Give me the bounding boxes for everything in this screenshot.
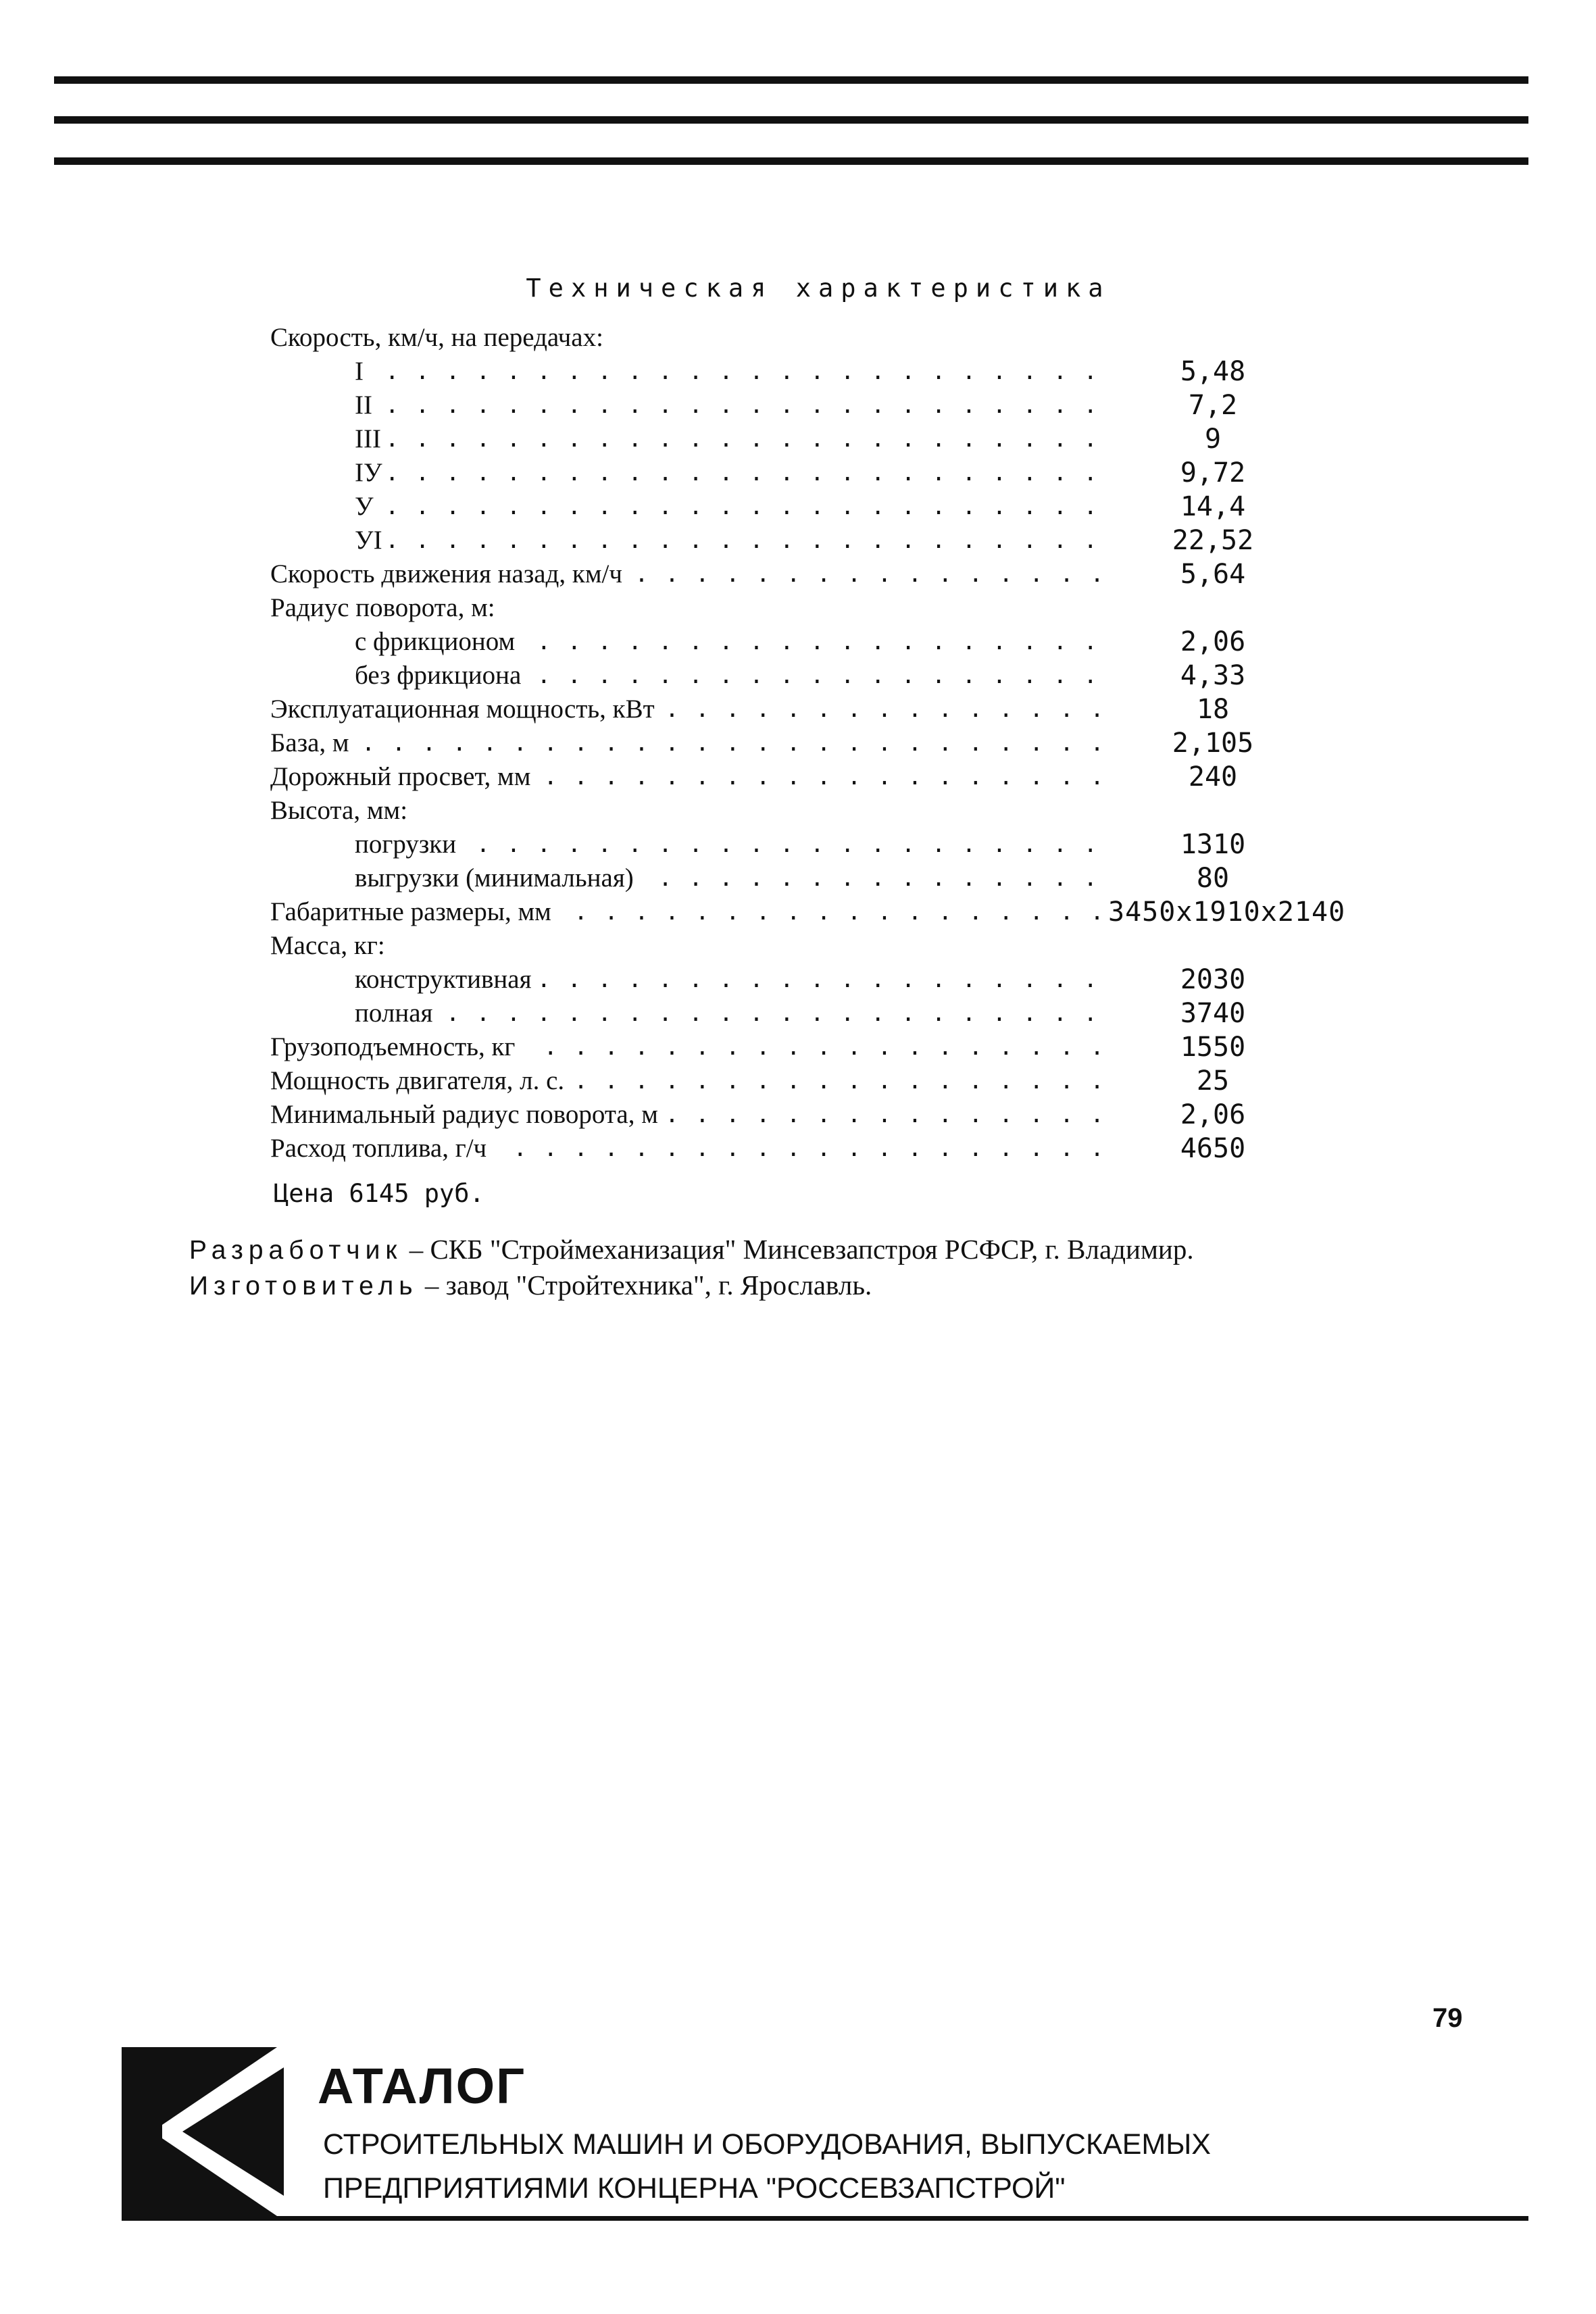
spec-row-label-text: выгрузки (минимальная) [355,863,641,892]
spec-row-label [355,422,1112,456]
spec-row-value: 80 [1196,863,1230,894]
spec-row-label-text: Эксплуатационная мощность, кВт [270,695,662,724]
catalog-logo [122,2047,284,2216]
developer-text: – СКБ "Строймеханизация" Минсевзапстроя РСФСР, г. Владимир. [402,1234,1194,1265]
spec-row [270,895,1432,929]
spec-row-label [270,726,1112,760]
spec-row [270,659,1432,693]
spec-row-value: 3450x1910x2140 [1108,897,1346,928]
spec-row [270,524,1432,557]
spec-row-label [355,828,1112,861]
spec-row-label-text: погрузки [355,830,463,859]
spec-row-label-text: Высота, мм: [270,796,414,825]
spec-row-label-text: II [355,391,379,420]
spec-row-label-text: с фрикционом [355,627,522,656]
catalog-logo-letter-k-icon [122,2047,284,2216]
spec-row-label [355,625,1112,659]
manufacturer-role: Изготовитель [189,1272,418,1301]
spec-row-value: 9 [1204,424,1222,455]
spec-row [270,794,1432,828]
spec-row [270,422,1432,456]
spec-row-label [270,760,1112,794]
spec-row-value: 5,64 [1180,559,1246,590]
spec-row [270,997,1432,1030]
spec-row-label [270,929,1112,963]
spec-row-label-text: Расход топлива, г/ч [270,1134,493,1163]
header-rule-bottom [54,157,1528,165]
spec-row [270,1132,1432,1165]
spec-row [270,321,1432,355]
spec-row-value: 2030 [1180,964,1246,995]
spec-row-label-text: III [355,424,388,453]
spec-row-label-text: IУ [355,458,389,487]
spec-row-label [270,321,1112,355]
manufacturer-text: – завод "Стройтехника", г. Ярославль. [418,1269,872,1301]
spec-row-label [355,456,1112,490]
spec-row-label-text: База, м [270,728,356,757]
price: Цена 6145 руб. [274,1179,484,1208]
spec-row-label [270,591,1112,625]
spec-row-value: 2,105 [1172,728,1254,759]
spec-row-value: 1550 [1180,1032,1246,1063]
developer-role: Разработчик [189,1236,403,1265]
spec-row-label-text: Скорость движения назад, км/ч [270,559,629,588]
spec-row-label-text: полная [355,999,439,1028]
spec-row-label [355,659,1112,693]
spec-row [270,963,1432,997]
spec-row-value: 5,48 [1180,356,1246,387]
spec-row-label [270,1132,1112,1165]
spec-row-value: 14,4 [1180,491,1246,522]
spec-list [270,321,1432,1165]
spec-row-label [270,1030,1112,1064]
page-number: 79 [1432,2003,1463,2033]
manufacturer-line [189,1269,1527,1301]
spec-row [270,490,1432,524]
spec-row [270,355,1432,388]
spec-title: Техническая характеристика [526,274,1111,303]
spec-row [270,726,1432,760]
catalog-subtitle-line2: ПРЕДПРИЯТИЯМИ КОНЦЕРНА "РОССЕВЗАПСТРОЙ" [323,2172,1066,2205]
spec-row-value: 4,33 [1180,660,1246,691]
spec-row-value: 1310 [1180,829,1246,860]
spec-row [270,388,1432,422]
spec-row-label [270,693,1112,726]
spec-row [270,693,1432,726]
spec-row-label-text: У [355,492,380,521]
spec-row-label-text: конструктивная [355,965,539,994]
spec-row [270,591,1432,625]
catalog-subtitle-line1: СТРОИТЕЛЬНЫХ МАШИН И ОБОРУДОВАНИЯ, ВЫПУСКАЕМЫХ [323,2128,1211,2161]
spec-row-label-text: Радиус поворота, м: [270,593,502,622]
spec-row-label [270,1064,1112,1098]
spec-row-value: 2,06 [1180,1099,1246,1130]
header-rule-top [54,76,1528,84]
spec-row-label [270,557,1112,591]
spec-row-label [355,490,1112,524]
footer-rule [122,2216,1528,2221]
spec-row [270,760,1432,794]
spec-row-value: 240 [1188,761,1238,793]
spec-row-label [270,794,1112,828]
catalog-title: АТАЛОГ [318,2058,526,2114]
spec-row-value: 9,72 [1180,457,1246,488]
spec-row-label [355,963,1112,997]
spec-row [270,828,1432,861]
spec-row [270,861,1432,895]
spec-row-label-text: Мощность двигателя, л. с. [270,1066,571,1095]
spec-row-label-text: Дорожный просвет, мм [270,762,537,791]
spec-row [270,929,1432,963]
spec-row-label-text: УI [355,526,389,555]
spec-row-value: 3740 [1180,998,1246,1029]
spec-row-value: 4650 [1180,1133,1246,1164]
spec-row-label-text: без фрикциона [355,661,528,690]
spec-row-label [355,997,1112,1030]
spec-row [270,1064,1432,1098]
spec-row-label-text: Масса, кг: [270,931,392,960]
spec-row-label-text: Грузоподъемность, кг [270,1032,522,1061]
header-rule-middle [54,116,1528,124]
spec-row-label-text: Габаритные размеры, мм [270,897,558,926]
spec-row-label [270,895,1112,929]
spec-row [270,557,1432,591]
spec-row-value: 2,06 [1180,626,1246,657]
spec-row-label-text: Скорость, км/ч, на передачах: [270,323,610,352]
spec-row [270,456,1432,490]
spec-row [270,625,1432,659]
developer-line [189,1233,1527,1265]
spec-row-label [355,524,1112,557]
spec-row-label [355,861,1112,895]
spec-row [270,1030,1432,1064]
spec-row [270,1098,1432,1132]
spec-row-label [355,388,1112,422]
spec-row-value: 22,52 [1172,525,1254,556]
spec-row-label-text: Минимальный радиус поворота, м [270,1100,665,1129]
spec-row-value: 25 [1196,1065,1230,1097]
spec-row-label [270,1098,1112,1132]
spec-row-label [355,355,1112,388]
spec-row-value: 18 [1196,694,1230,725]
spec-row-label-text: I [355,357,370,386]
spec-row-value: 7,2 [1188,390,1238,421]
